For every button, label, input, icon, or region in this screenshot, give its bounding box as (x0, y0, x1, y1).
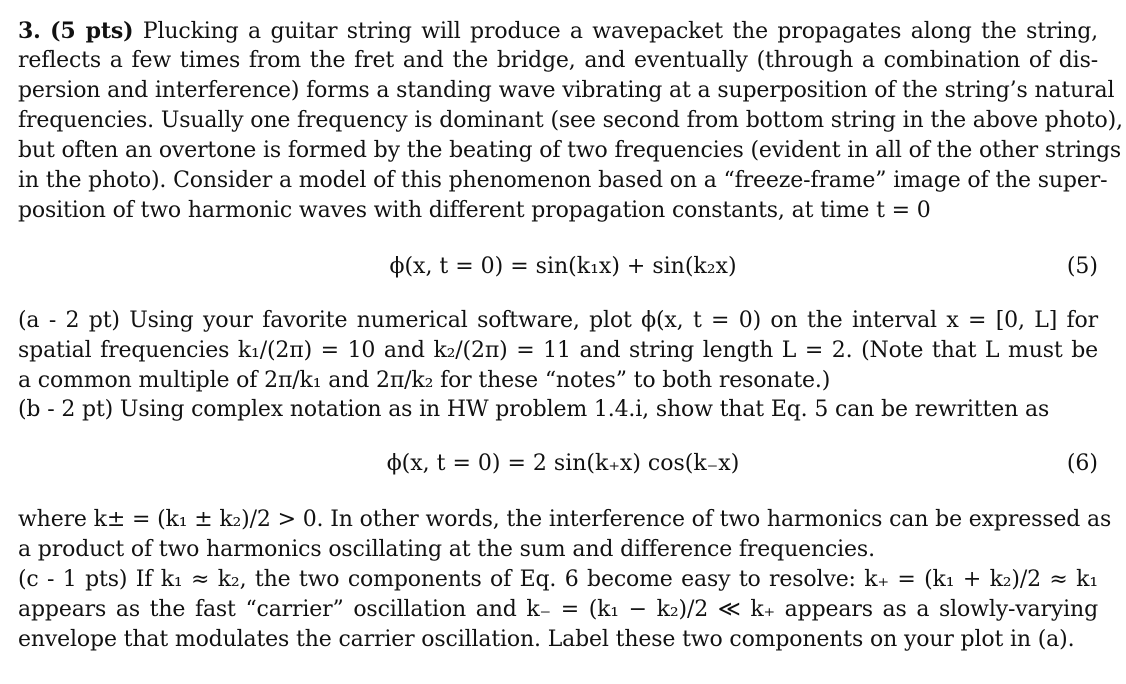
part-a-line-3: a common multiple of 2π/k₁ and 2π/k₂ for these “notes” to both resonate.) (18, 368, 831, 393)
problem-line-2: reflects a few times from the fret and the bridge, and eventually (through a combination of dis- (18, 48, 1098, 73)
part-c-line-3: envelope that modulates the carrier oscillation. Label these two components on your plot in (a). (18, 627, 1075, 652)
problem-line-5: but often an overtone is formed by the beating of two frequencies (evident in all of the other strings (18, 138, 1122, 163)
equation-5-body: ϕ(x, t = 0) = sin(k₁x) + sin(k₂x) (389, 254, 737, 279)
part-a-line-1: (a - 2 pt) Using your favorite numerical software, plot ϕ(x, t = 0) on the interval x = [0, L] for (18, 308, 1098, 333)
problem-number: 3. (18, 18, 41, 44)
problem-line-3: persion and interference) forms a standing wave vibrating at a superposition of the string’s natural (18, 78, 1115, 103)
part-a-line-2: spatial frequencies k₁/(2π) = 10 and k₂/(2π) = 11 and string length L = 2. (Note that L must be (18, 338, 1098, 363)
problem-line-4: frequencies. Usually one frequency is dominant (see second from bottom string in the above photo), (18, 108, 1123, 133)
part-c-line-1: (c - 1 pts) If k₁ ≈ k₂, the two components of Eq. 6 become easy to resolve: k₊ = (k₁ + k₂)/2 ≈ k₁ (18, 567, 1098, 592)
part-b-line-1: (b - 2 pt) Using complex notation as in HW problem 1.4.i, show that Eq. 5 can be rewritten as (18, 397, 1050, 422)
after-eq6-line-2: a product of two harmonics oscillating at the sum and difference frequencies. (18, 537, 875, 562)
problem-line-6: in the photo). Consider a model of this phenomenon based on a “freeze-frame” image of the super- (18, 168, 1108, 193)
problem-line-1 (18, 16, 1098, 47)
after-eq6-line-1: where k± = (k₁ ± k₂)/2 > 0. In other words, the interference of two harmonics can be expressed as (18, 507, 1112, 532)
equation-6-number: (6) (1066, 451, 1098, 476)
part-c-line-2: appears as the fast “carrier” oscillation and k₋ = (k₁ − k₂)/2 ≪ k₊ appears as a slowly-varying (18, 597, 1098, 622)
equation-5-number: (5) (1066, 254, 1098, 279)
problem-line-7: position of two harmonic waves with different propagation constants, at time t = 0 (18, 198, 931, 223)
problem-points: (5 pts) (50, 18, 134, 44)
problem-intro-text: Plucking a guitar string will produce a wavepacket the propagates along the string, (142, 19, 1098, 44)
equation-6-body: ϕ(x, t = 0) = 2 sin(k₊x) cos(k₋x) (386, 451, 740, 476)
